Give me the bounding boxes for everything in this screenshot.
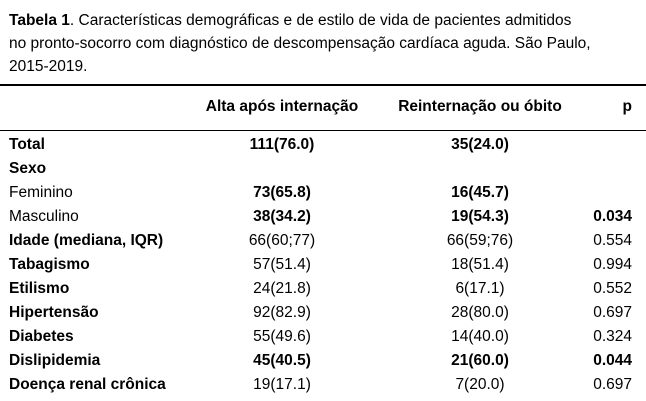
row-reinternacao-value: 14(40.0) bbox=[451, 328, 509, 345]
row-reinternacao-value: 35(24.0) bbox=[451, 136, 509, 153]
row-label: Idade (mediana, IQR) bbox=[9, 232, 164, 249]
row-label: Feminino bbox=[9, 184, 73, 201]
row-p-value: 0.044 bbox=[593, 352, 632, 369]
row-alta-value: 111(76.0) bbox=[249, 136, 315, 153]
row-p-value: 0.554 bbox=[593, 232, 632, 249]
row-alta-value: 45(40.5) bbox=[253, 352, 311, 369]
row-reinternacao-value: 28(80.0) bbox=[451, 304, 509, 321]
row-alta-value: 92(82.9) bbox=[253, 304, 311, 321]
table-row bbox=[0, 301, 646, 325]
table-row bbox=[0, 157, 646, 181]
row-alta-value: 38(34.2) bbox=[253, 208, 311, 225]
row-alta-value: 24(21.8) bbox=[253, 280, 311, 297]
row-reinternacao-value: 19(54.3) bbox=[451, 208, 509, 225]
row-alta-value: 73(65.8) bbox=[253, 184, 311, 201]
row-label: Total bbox=[9, 136, 45, 153]
row-label: Diabetes bbox=[9, 328, 74, 345]
row-p-value: 0.697 bbox=[593, 376, 632, 393]
table-row bbox=[0, 277, 646, 301]
row-reinternacao-value: 16(45.7) bbox=[451, 184, 509, 201]
row-reinternacao-value: 66(59;76) bbox=[446, 232, 514, 249]
table-caption bbox=[9, 9, 639, 78]
row-label: Hipertensão bbox=[9, 304, 99, 321]
row-label: Sexo bbox=[9, 160, 47, 177]
table-row bbox=[0, 229, 646, 253]
table-row bbox=[0, 205, 646, 229]
row-p-value: 0.552 bbox=[593, 280, 632, 297]
row-alta-value: 66(60;77) bbox=[248, 232, 316, 249]
table-row bbox=[0, 133, 646, 157]
row-label: Etilismo bbox=[9, 280, 70, 297]
row-label: Tabagismo bbox=[9, 256, 90, 273]
row-reinternacao-value: 6(17.1) bbox=[455, 280, 505, 297]
caption-label: Tabela 1 bbox=[9, 12, 70, 29]
row-alta-value: 55(49.6) bbox=[253, 328, 311, 345]
row-reinternacao-value: 18(51.4) bbox=[451, 256, 509, 273]
table-row bbox=[0, 349, 646, 373]
row-p-value: 0.324 bbox=[593, 328, 632, 345]
row-label: Doença renal crônica bbox=[9, 376, 166, 393]
row-label: Dislipidemia bbox=[9, 352, 101, 369]
caption-line-1: . Características demográficas e de estilo de vida de pacientes admitidos bbox=[69, 12, 572, 29]
row-alta-value: 57(51.4) bbox=[253, 256, 311, 273]
table-row bbox=[0, 325, 646, 349]
row-label: Masculino bbox=[9, 208, 79, 225]
header-p: p bbox=[622, 98, 632, 115]
header-alta: Alta após internação bbox=[205, 98, 359, 115]
row-reinternacao-value: 7(20.0) bbox=[455, 376, 505, 393]
table-top-rule bbox=[0, 84, 646, 86]
table-row bbox=[0, 181, 646, 205]
table-row bbox=[0, 373, 646, 397]
row-reinternacao-value: 21(60.0) bbox=[451, 352, 509, 369]
row-p-value: 0.034 bbox=[593, 208, 632, 225]
table-row bbox=[0, 253, 646, 277]
row-alta-value: 19(17.1) bbox=[253, 376, 311, 393]
caption-line-2: no pronto-socorro com diagnóstico de descompensação cardíaca aguda. São Paulo, bbox=[9, 35, 591, 52]
caption-line-3: 2015-2019. bbox=[9, 58, 88, 75]
row-p-value: 0.994 bbox=[593, 256, 632, 273]
header-reinternacao: Reinternação ou óbito bbox=[398, 98, 562, 115]
table-header-rule bbox=[0, 130, 646, 131]
row-p-value: 0.697 bbox=[593, 304, 632, 321]
